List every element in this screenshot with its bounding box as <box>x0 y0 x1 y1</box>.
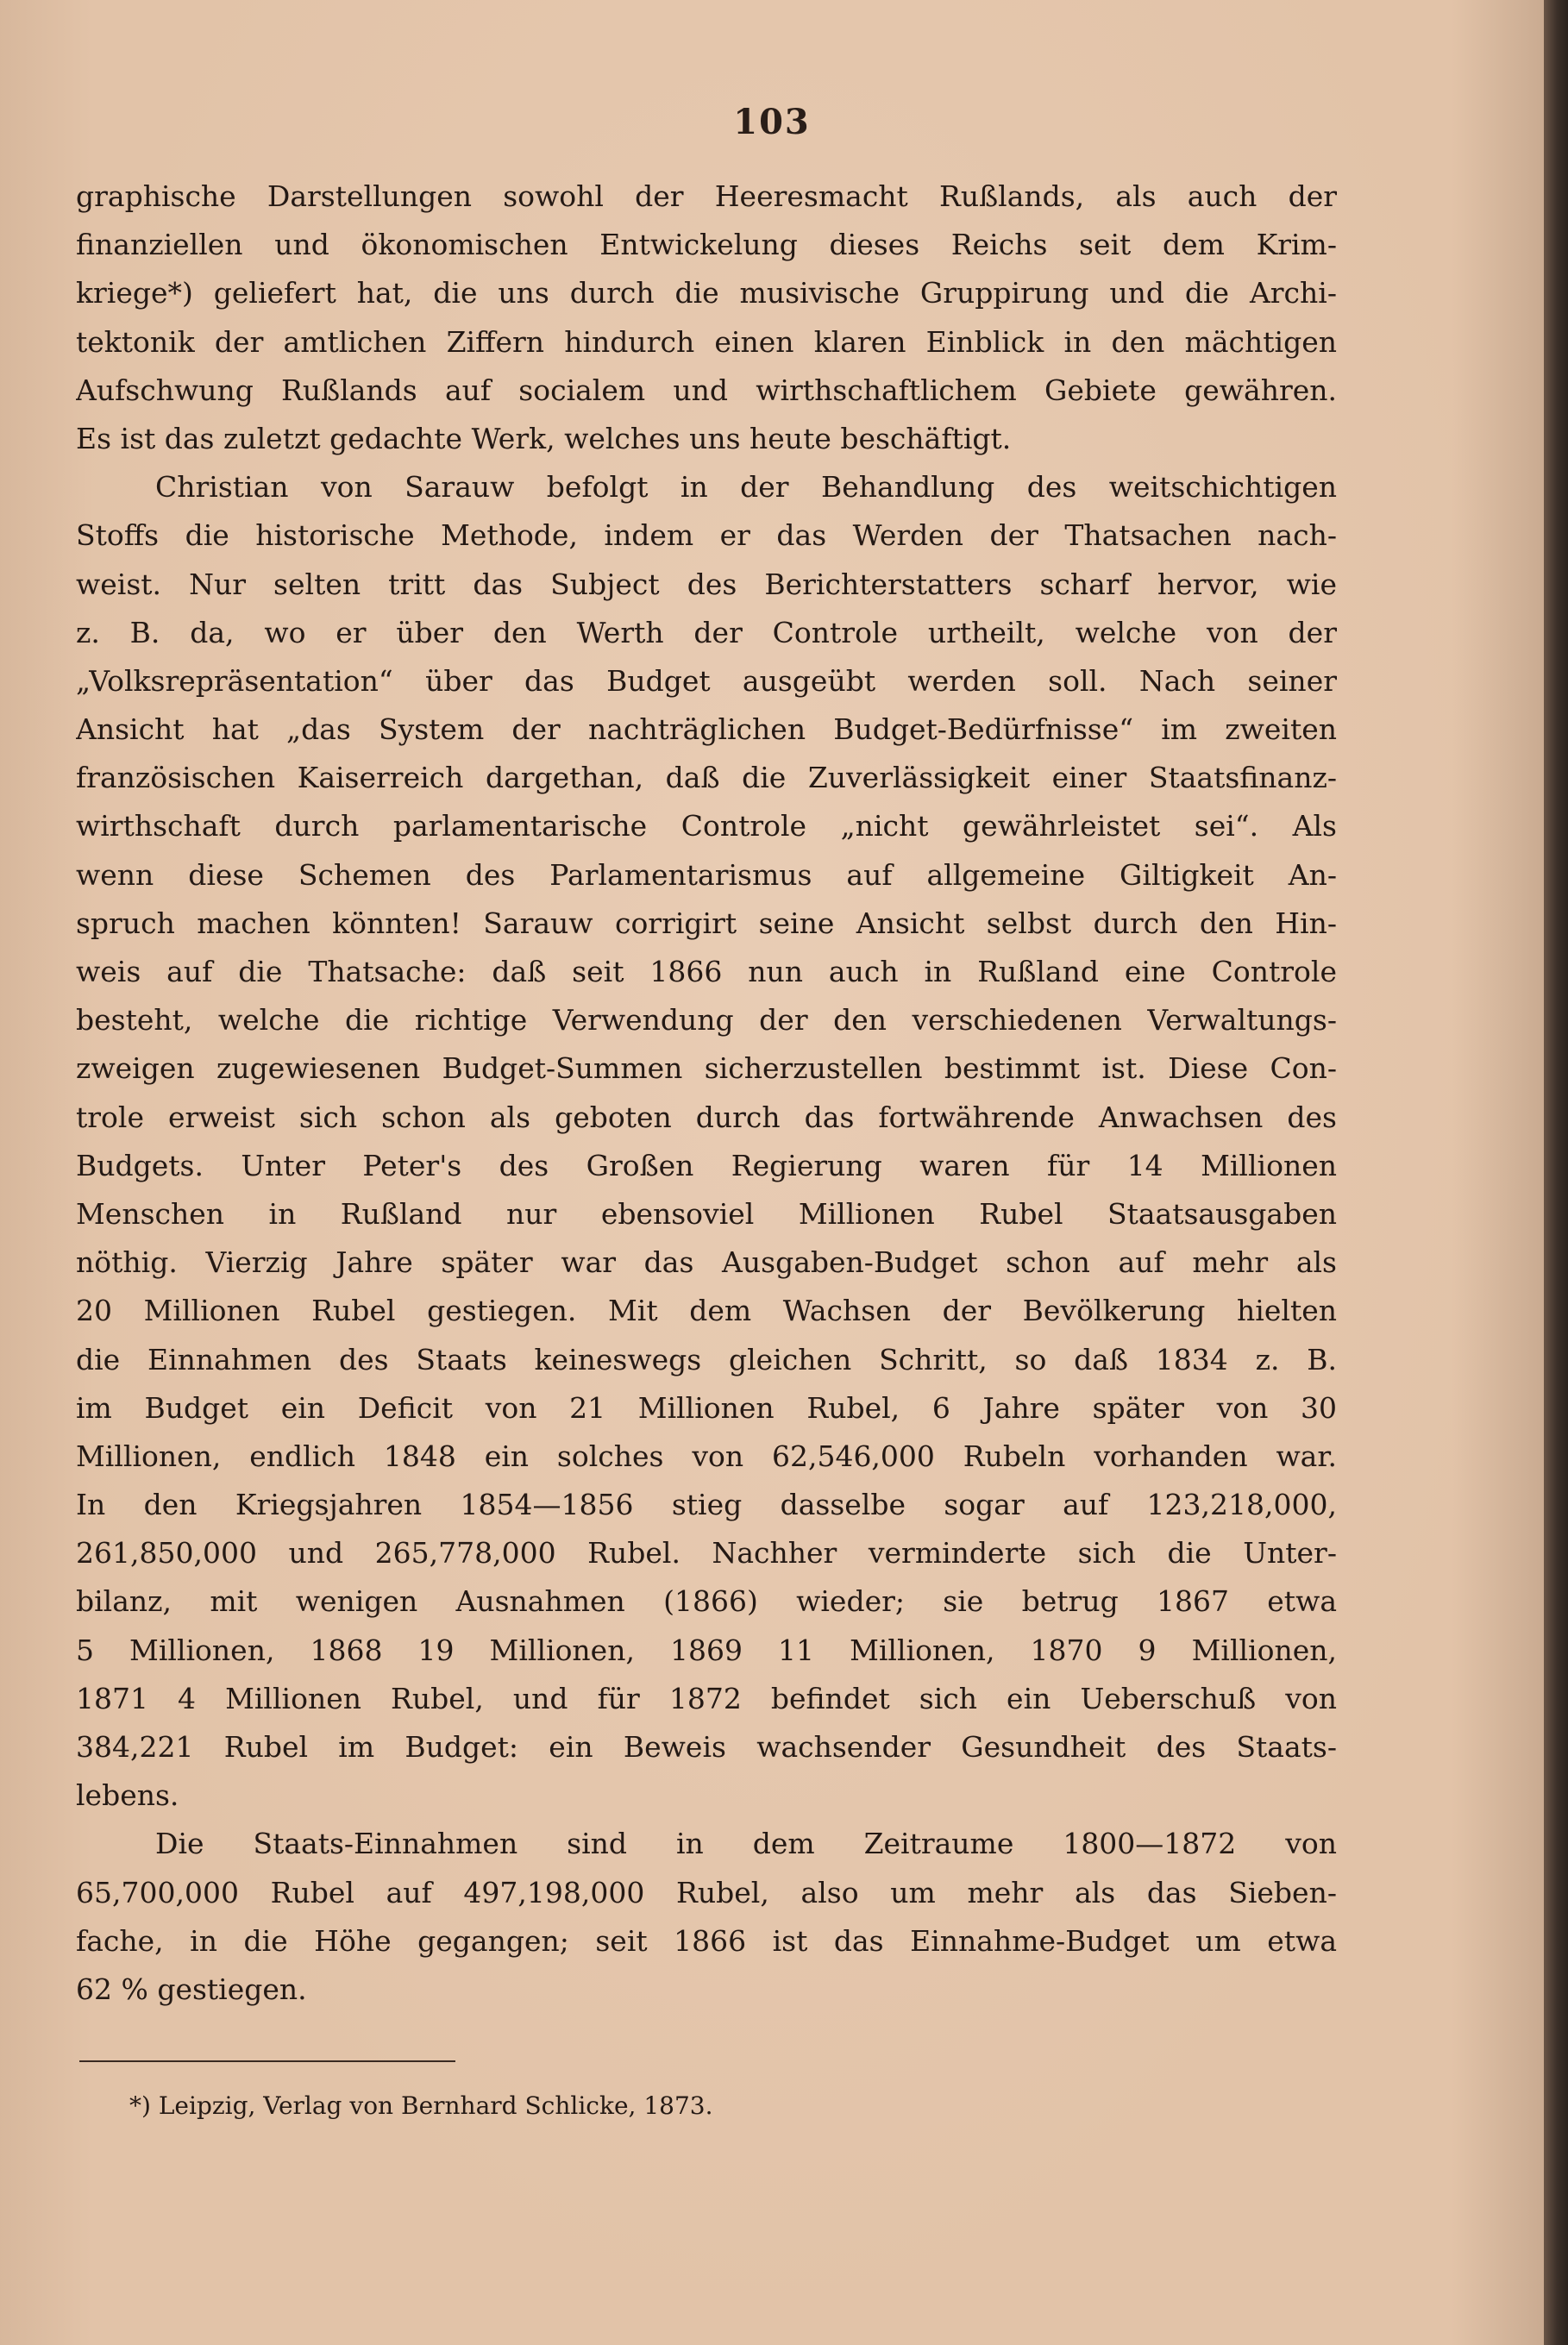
text-line: nöthig. Vierzig Jahre später war das Ausgaben-Budget schon auf mehr als <box>76 1245 1337 1280</box>
text-line: 1871 4 Millionen Rubel, und für 1872 befindet sich ein Ueberschuß von <box>76 1681 1337 1715</box>
text-line: zweigen zugewiesenen Budget-Summen sicherzustellen bestimmt ist. Diese Con- <box>76 1051 1337 1086</box>
text-line: wenn diese Schemen des Parlamentarismus auf allgemeine Giltigkeit An- <box>76 857 1337 892</box>
text-line: weist. Nur selten tritt das Subject des Berichterstatters scharf hervor, wie <box>76 567 1337 601</box>
text-line: finanziellen und ökonomischen Entwickelung dieses Reichs seit dem Krim- <box>76 228 1337 262</box>
text-line: Aufschwung Rußlands auf socialem und wirthschaftlichem Gebiete gewähren. <box>76 373 1337 407</box>
text-line: tektonik der amtlichen Ziffern hindurch einen klaren Einblick in den mächtigen <box>76 324 1337 359</box>
text-line: fache, in die Höhe gegangen; seit 1866 ist das Einnahme-Budget um etwa <box>76 1923 1337 1958</box>
text-line: 261,850,000 und 265,778,000 Rubel. Nachher verminderte sich die Unter- <box>76 1536 1337 1571</box>
text-line: Menschen in Rußland nur ebensoviel Millionen Rubel Staatsausgaben <box>76 1196 1337 1231</box>
footnote-divider <box>79 2060 455 2062</box>
text-line: Budgets. Unter Peter's des Großen Regierung waren für 14 Millionen <box>76 1148 1337 1182</box>
text-line: graphische Darstellungen sowohl der Heeresmacht Rußlands, als auch der <box>76 179 1337 213</box>
text-line: z. B. da, wo er über den Werth der Controle urtheilt, welche von der <box>76 615 1337 649</box>
text-line: Stoffs die historische Methode, indem er das Werden der Thatsachen nach- <box>76 518 1337 553</box>
text-line: die Einnahmen des Staats keineswegs gleichen Schritt, so daß 1834 z. B. <box>76 1342 1337 1376</box>
text-line: 20 Millionen Rubel gestiegen. Mit dem Wachsen der Bevölkerung hielten <box>76 1294 1337 1328</box>
text-line: spruch machen könnten! Sarauw corrigirt seine Ansicht selbst durch den Hin- <box>76 906 1337 940</box>
text-line: lebens. <box>76 1778 179 1813</box>
footnote: *) Leipzig, Verlag von Bernhard Schlicke, 1873. <box>129 2091 713 2120</box>
text-line: weis auf die Thatsache: daß seit 1866 nun auch in Rußland eine Controle <box>76 955 1337 988</box>
text-line: „Volksrepräsentation“ über das Budget ausgeübt werden soll. Nach seiner <box>76 663 1337 698</box>
page-edge <box>1544 0 1568 2345</box>
text-line: 5 Millionen, 1868 19 Millionen, 1869 11 Millionen, 1870 9 Millionen, <box>76 1633 1337 1667</box>
text-line: trole erweist sich schon als geboten durch das fortwährende Anwachsen des <box>76 1100 1337 1134</box>
text-line: Ansicht hat „das System der nachträglichen Budget-Bedürfnisse“ im zweiten <box>76 712 1337 747</box>
text-line: wirthschaft durch parlamentarische Controle „nicht gewährleistet sei“. Als <box>76 809 1337 843</box>
page-number: 103 <box>733 102 811 142</box>
text-line: Millionen, endlich 1848 ein solches von 62,546,000 Rubeln vorhanden war. <box>76 1439 1337 1473</box>
text-line: kriege*) geliefert hat, die uns durch die musivische Gruppirung und die Archi- <box>76 276 1337 310</box>
text-line: 384,221 Rubel im Budget: ein Beweis wachsender Gesundheit des Staats- <box>76 1730 1337 1764</box>
text-line: 62 % gestiegen. <box>76 1972 307 2006</box>
text-line: In den Kriegsjahren 1854—1856 stieg dasselbe sogar auf 123,218,000, <box>76 1488 1337 1522</box>
text-line: Es ist das zuletzt gedachte Werk, welches uns heute beschäftigt. <box>76 421 1012 455</box>
text-line: Die Staats-Einnahmen sind in dem Zeitraume 1800—1872 von <box>155 1827 1337 1861</box>
text-line: 65,700,000 Rubel auf 497,198,000 Rubel, also um mehr als das Sieben- <box>76 1875 1337 1909</box>
text-line: bilanz, mit wenigen Ausnahmen (1866) wieder; sie betrug 1867 etwa <box>76 1584 1337 1619</box>
text-line: besteht, welche die richtige Verwendung der den verschiedenen Verwaltungs- <box>76 1003 1337 1038</box>
text-line: französischen Kaiserreich dargethan, daß die Zuverlässigkeit einer Staatsfinanz- <box>76 761 1337 795</box>
text-line: im Budget ein Deficit von 21 Millionen Rubel, 6 Jahre später von 30 <box>76 1390 1337 1425</box>
body-text <box>76 172 1337 2014</box>
text-line: Christian von Sarauw befolgt in der Behandlung des weitschichtigen <box>155 470 1337 505</box>
